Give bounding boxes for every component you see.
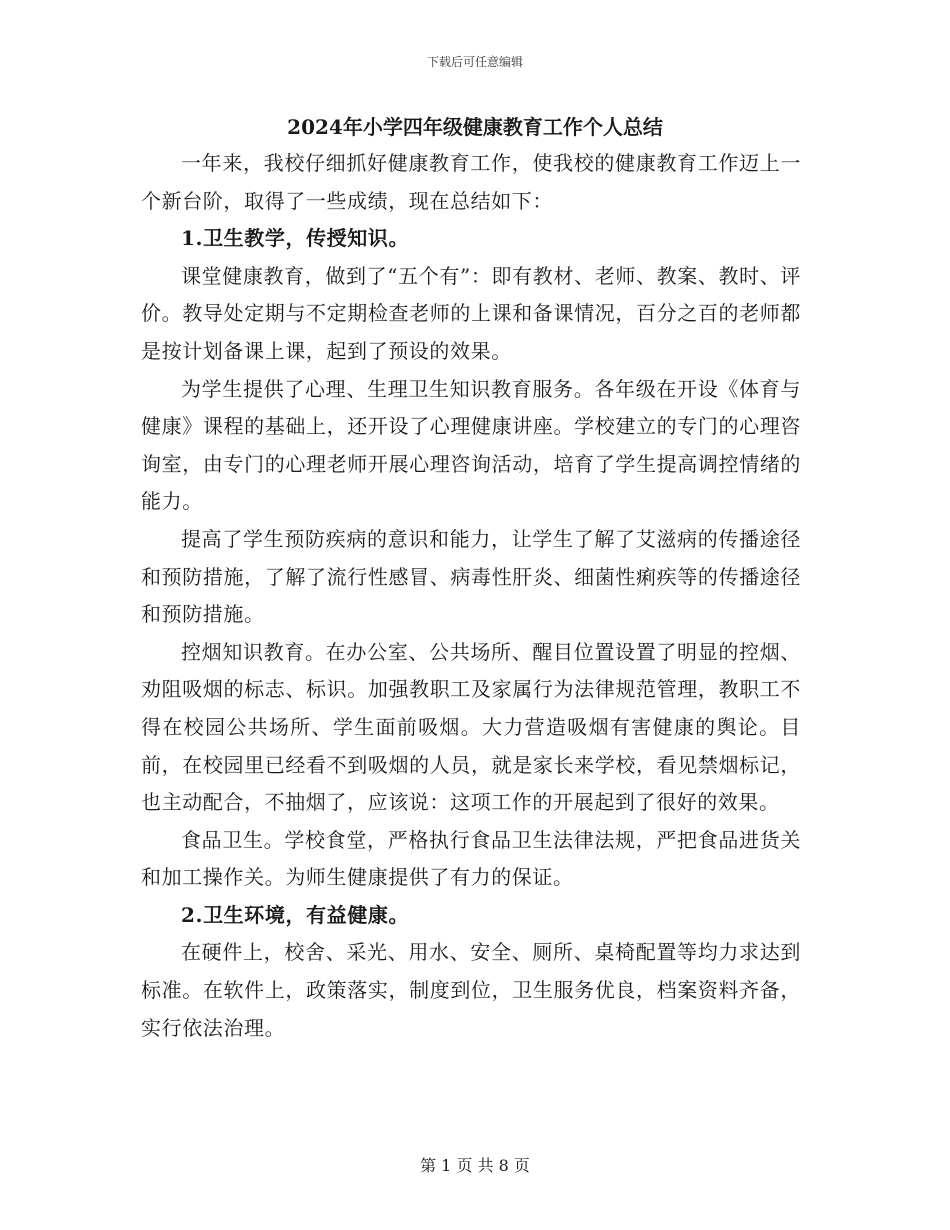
section-2-paragraph: 在硬件上，校舍、采光、用水、安全、厕所、桌椅配置等均力求达到标准。在软件上，政策落实，制度到位，卫生服务优良，档案资料齐备，实行依法治理。 — [141, 940, 801, 1040]
section-1-paragraph: 控烟知识教育。在办公室、公共场所、醒目位置设置了明显的控烟、劝阻吸烟的标志、标识。加强教职工及家属行为法律规范管理，教职工不得在校园公共场所、学生面前吸烟。大力营造吸烟有害健康的舆论。目前，在校园里已经看不到吸烟的人员，就是家长来学校，看见禁烟标记，也主动配合，不抽烟了，应该说：这项工作的开展起到了很好的效果。 — [141, 639, 801, 815]
section-2-heading: 2.卫生环境，有益健康。 — [181, 902, 410, 927]
section-1-paragraph: 为学生提供了心理、生理卫生知识教育服务。各年级在开设《体育与健康》课程的基础上，还开设了心理健康讲座。学校建立的专门的心理咨询室，由专门的心理老师开展心理咨询活动，培育了学生提高调控情绪的能力。 — [141, 376, 801, 514]
page-header-note: 下载后可任意编辑 — [426, 55, 523, 69]
section-1-heading: 1.卫生教学，传授知识。 — [181, 226, 410, 251]
section-1-paragraph: 课堂健康教育，做到了“五个有”：即有教材、老师、教案、教时、评价。教导处定期与不定期检查老师的上课和备课情况，百分之百的老师都是按计划备课上课，起到了预设的效果。 — [141, 263, 801, 363]
intro-paragraph: 一年来，我校仔细抓好健康教育工作，使我校的健康教育工作迈上一个新台阶，取得了一些成绩，现在总结如下： — [141, 151, 801, 213]
page-number: 第 1 页 共 8 页 — [420, 1156, 530, 1175]
document-body — [141, 145, 801, 1047]
document-title: 2024年小学四年级健康教育工作个人总结 — [287, 115, 663, 139]
section-1-paragraph: 食品卫生。学校食堂，严格执行食品卫生法律法规，严把食品进货关和加工操作关。为师生健康提供了有力的保证。 — [141, 827, 801, 890]
section-1-paragraph: 提高了学生预防疾病的意识和能力，让学生了解了艾滋病的传播途径和预防措施，了解了流行性感冒、病毒性肝炎、细菌性痢疾等的传播途径和预防措施。 — [141, 526, 801, 627]
